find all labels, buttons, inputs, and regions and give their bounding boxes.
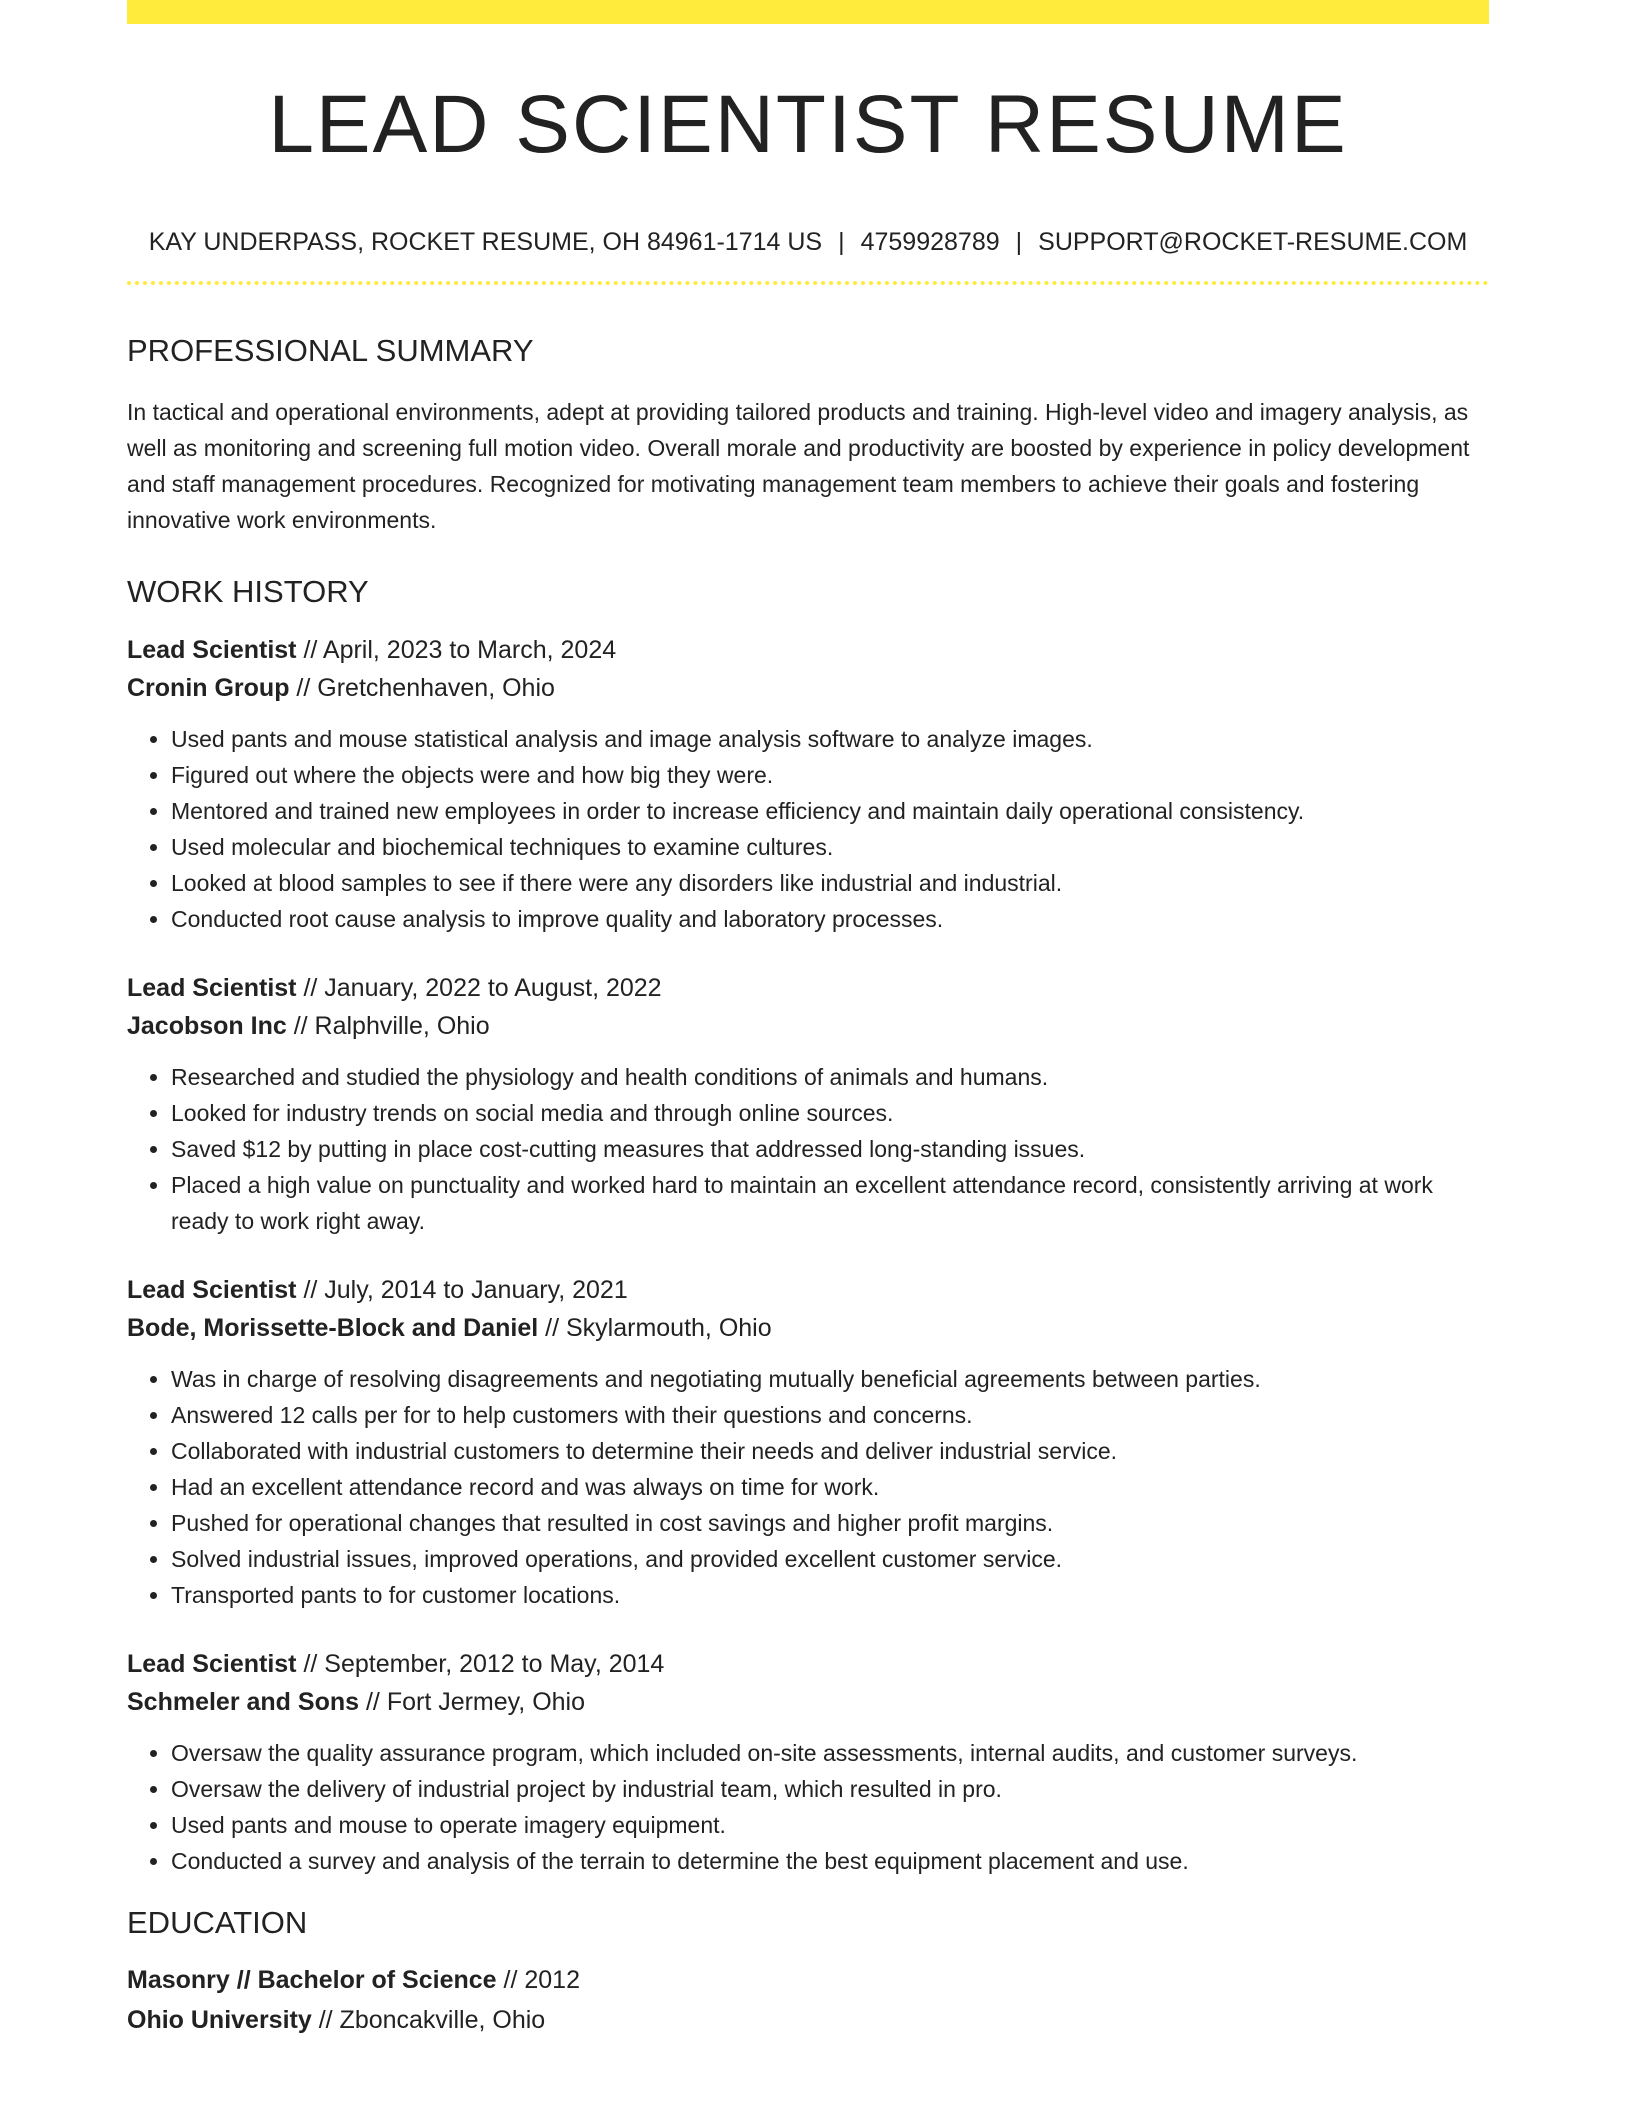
job-company: Cronin Group: [127, 674, 290, 702]
resume-title: LEAD SCIENTIST RESUME: [268, 79, 1348, 170]
job-title-line: [127, 1271, 1489, 1309]
job-bullet: • Collaborated with industrial customers to determine their needs and deliver industrial service.: [171, 1433, 1489, 1469]
job-bullet: • Researched and studied the physiology and health conditions of animals and humans.: [171, 1059, 1489, 1095]
job-company: Jacobson Inc: [127, 1012, 287, 1040]
job-bullet: • Had an excellent attendance record and was always on time for work.: [171, 1469, 1489, 1505]
education-school-line: [127, 2000, 1489, 2040]
job-company-line: [127, 1683, 1489, 1721]
contact-line: [127, 230, 1489, 255]
job-title: Lead Scientist: [127, 974, 297, 1002]
job-bullet: • Was in charge of resolving disagreements and negotiating mutually beneficial agreements between parties.: [171, 1361, 1489, 1397]
job-entry: [127, 1271, 1489, 1613]
contact-phone: 4759928789: [860, 228, 1000, 256]
job-dates: // July, 2014 to January, 2021: [296, 1276, 628, 1304]
job-title-line: [127, 969, 1489, 1007]
job-bullet: • Pushed for operational changes that resulted in cost savings and higher profit margins.: [171, 1505, 1489, 1541]
job-bullet: • Oversaw the quality assurance program, which included on-site assessments, internal audits, and customer surveys.: [171, 1735, 1489, 1771]
job-bullet: • Conducted root cause analysis to improve quality and laboratory processes.: [171, 901, 1489, 937]
job-bullet: • Conducted a survey and analysis of the terrain to determine the best equipment placement and use.: [171, 1843, 1489, 1879]
job-bullets: [127, 1361, 1489, 1613]
job-location: // Fort Jermey, Ohio: [359, 1688, 586, 1716]
job-entry: [127, 631, 1489, 937]
job-bullet: • Oversaw the delivery of industrial project by industrial team, which resulted in pro.: [171, 1771, 1489, 1807]
contact-email: SUPPORT@ROCKET-RESUME.COM: [1038, 228, 1468, 256]
job-bullet: • Looked for industry trends on social media and through online sources.: [171, 1095, 1489, 1131]
summary-heading: PROFESSIONAL SUMMARY: [127, 333, 534, 368]
work-history-heading: WORK HISTORY: [127, 574, 369, 609]
job-title: Lead Scientist: [127, 1276, 297, 1304]
job-bullet: • Used molecular and biochemical techniques to examine cultures.: [171, 829, 1489, 865]
job-title: Lead Scientist: [127, 1650, 297, 1678]
job-bullets: [127, 721, 1489, 937]
job-title-line: [127, 1645, 1489, 1683]
top-accent-bar: [127, 0, 1489, 24]
job-bullet: • Used pants and mouse to operate imagery equipment.: [171, 1807, 1489, 1843]
job-dates: // January, 2022 to August, 2022: [296, 974, 662, 1002]
education-year: // 2012: [496, 1966, 580, 1994]
job-bullet: • Figured out where the objects were and how big they were.: [171, 757, 1489, 793]
job-company-line: [127, 1007, 1489, 1045]
job-entry: [127, 1645, 1489, 1879]
job-company-line: [127, 1309, 1489, 1347]
job-bullet: • Mentored and trained new employees in order to increase efficiency and maintain daily operational consistency.: [171, 793, 1489, 829]
education-degree: Masonry // Bachelor of Science: [127, 1966, 497, 1994]
job-bullets: [127, 1735, 1489, 1879]
education-school: Ohio University: [127, 2006, 312, 2034]
job-bullet: • Solved industrial issues, improved operations, and provided excellent customer service.: [171, 1541, 1489, 1577]
job-title-line: [127, 631, 1489, 669]
job-bullet: • Placed a high value on punctuality and worked hard to maintain an excellent attendance record, consistently arriving at work ready to work right away.: [171, 1167, 1489, 1239]
job-dates: // September, 2012 to May, 2014: [296, 1650, 665, 1678]
contact-address: KAY UNDERPASS, ROCKET RESUME, OH 84961-1714 US: [148, 228, 823, 256]
job-location: // Skylarmouth, Ohio: [538, 1314, 772, 1342]
education-heading: EDUCATION: [127, 1905, 308, 1940]
job-bullet: • Looked at blood samples to see if there were any disorders like industrial and industrial.: [171, 865, 1489, 901]
job-company: Schmeler and Sons: [127, 1688, 360, 1716]
summary-text: In tactical and operational environments, adept at providing tailored products and training. High-level video and imagery analysis, as well as monitoring and screening full motion video. Overall morale and productivity are boosted by experience in policy development and staff management procedures. Recognized for motivating management team members to achieve their goals and fostering innovative work environments.: [127, 399, 1470, 533]
job-location: // Gretchenhaven, Ohio: [289, 674, 555, 702]
job-dates: // April, 2023 to March, 2024: [296, 636, 617, 664]
job-bullet: • Used pants and mouse statistical analysis and image analysis software to analyze images.: [171, 721, 1489, 757]
job-location: // Ralphville, Ohio: [286, 1012, 490, 1040]
job-bullet: • Saved $12 by putting in place cost-cutting measures that addressed long-standing issues.: [171, 1131, 1489, 1167]
job-bullet: • Transported pants to for customer locations.: [171, 1577, 1489, 1613]
job-title: Lead Scientist: [127, 636, 297, 664]
job-company-line: [127, 669, 1489, 707]
job-bullet: • Answered 12 calls per for to help customers with their questions and concerns.: [171, 1397, 1489, 1433]
education-location: // Zboncakville, Ohio: [311, 2006, 546, 2034]
job-bullets: [127, 1059, 1489, 1239]
job-company: Bode, Morissette-Block and Daniel: [127, 1314, 539, 1342]
resume-page: [127, 0, 1489, 2040]
education-degree-line: [127, 1960, 1489, 2000]
dotted-divider: [127, 281, 1489, 285]
job-entry: [127, 969, 1489, 1239]
contact-separator: |: [1015, 228, 1023, 256]
contact-separator: |: [838, 228, 845, 256]
